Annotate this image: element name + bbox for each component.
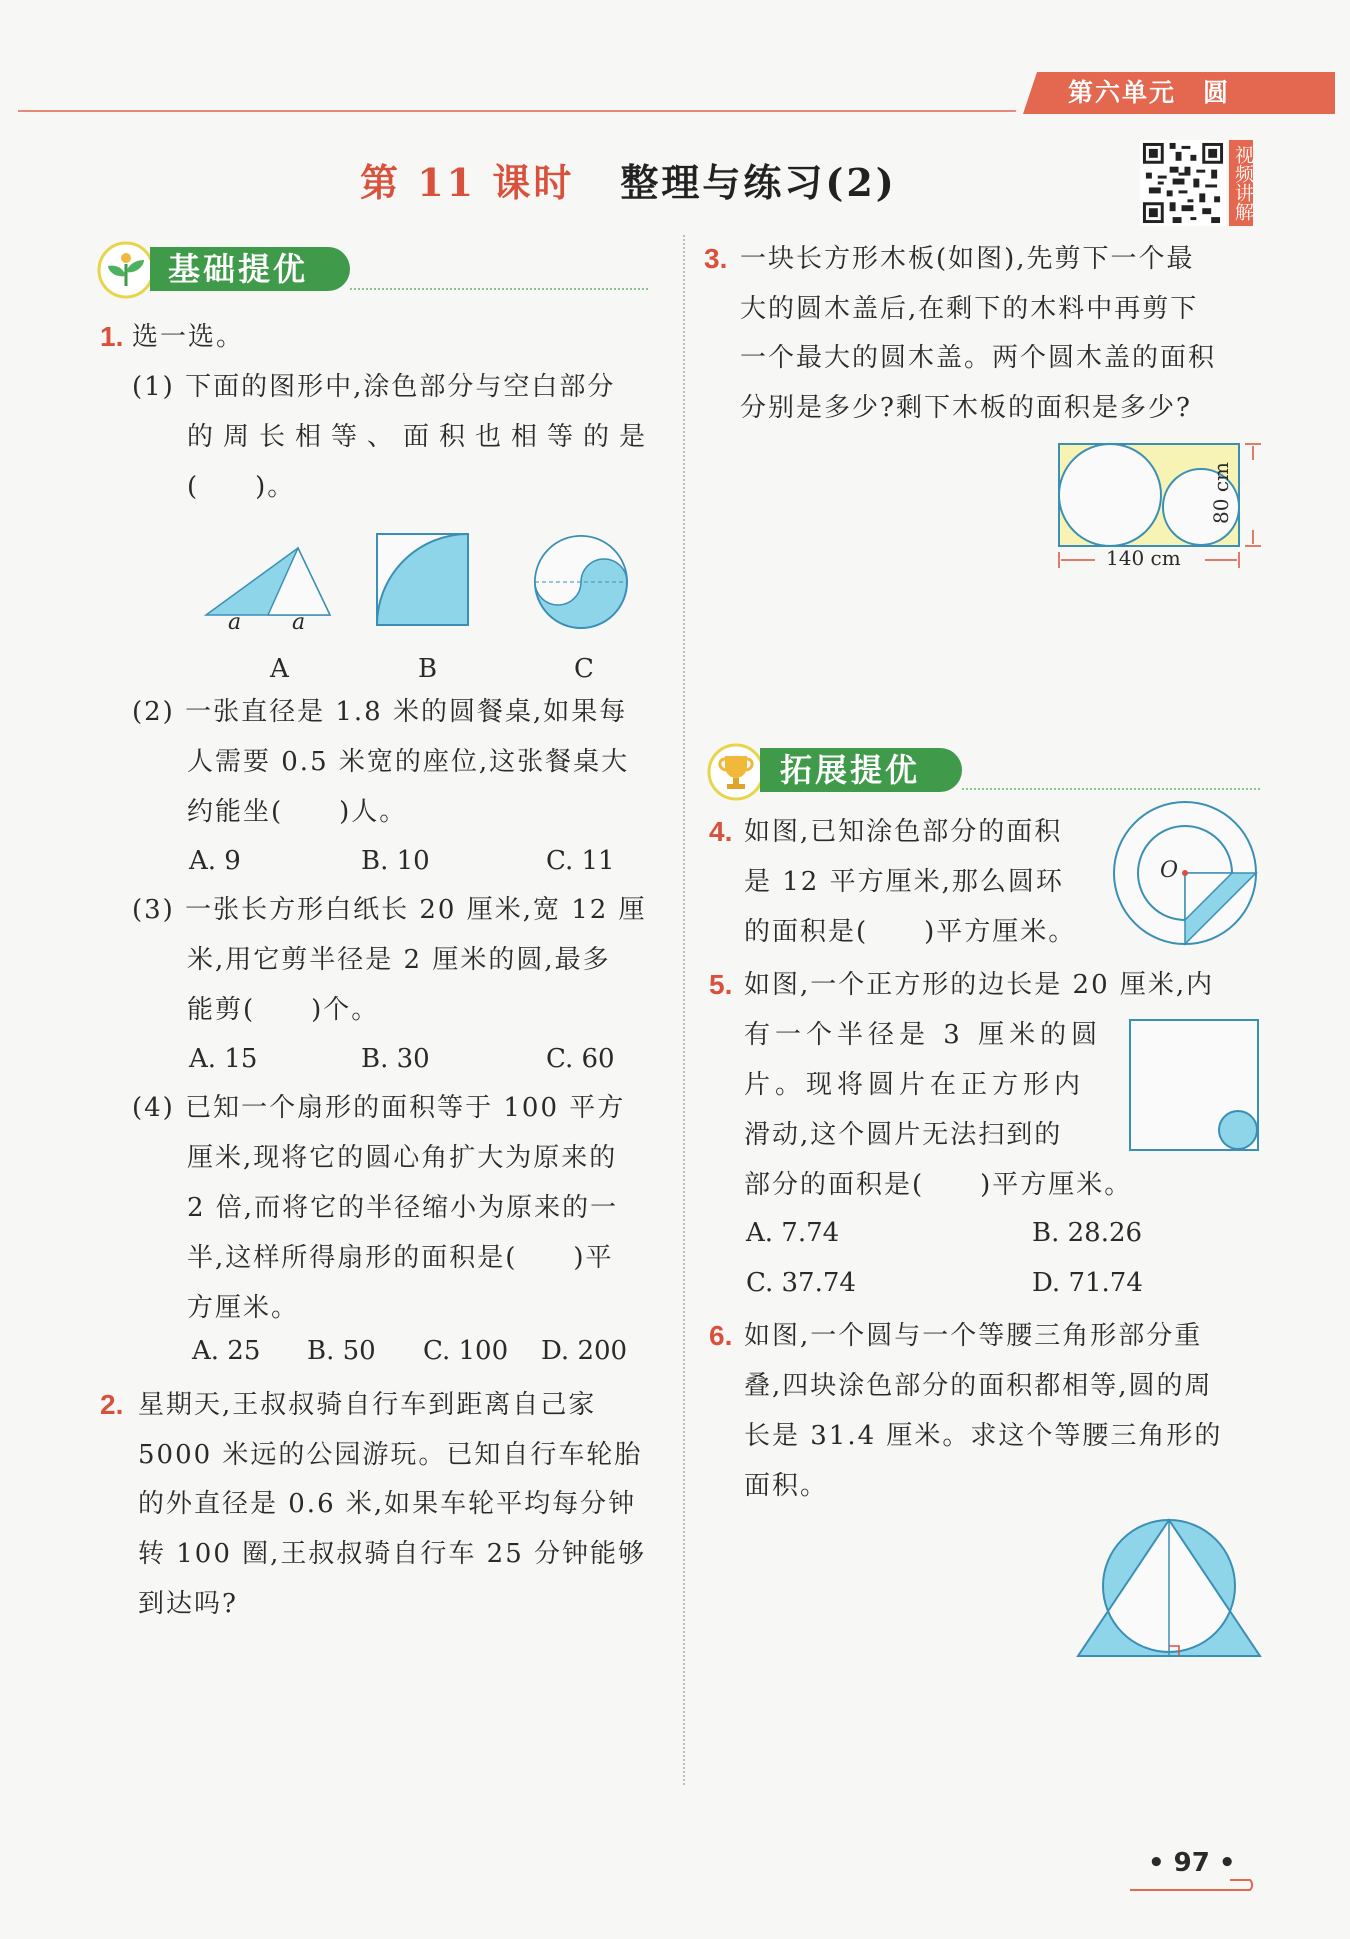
q3-line: 分别是多少?剩下木板的面积是多少? <box>740 393 1192 423</box>
q3-number: 3. <box>704 243 728 274</box>
q3-line: 一块长方形木板(如图),先剪下一个最 <box>740 244 1195 274</box>
q1-p4-option-a[interactable]: A. 25 <box>192 1336 261 1366</box>
q5-option-a[interactable]: A. 7.74 <box>746 1218 840 1248</box>
page-corner-arrow-icon <box>1128 1862 1268 1894</box>
figure-a-triangle <box>200 540 335 640</box>
q1-p3-line: 能剪( )个。 <box>187 995 380 1025</box>
q5-line: 部分的面积是( )平方厘米。 <box>744 1170 1133 1200</box>
q1-p1-line: (1) 下面的图形中,涂色部分与空白部分 <box>132 372 616 402</box>
q1-p4-option-d[interactable]: D. 200 <box>541 1336 628 1366</box>
q6-circle-triangle-figure <box>1076 1518 1262 1658</box>
q5-line: 滑动,这个圆片无法扫到的 <box>744 1120 1063 1150</box>
q1-p4-option-c[interactable]: C. 100 <box>423 1336 509 1366</box>
qr-caption: 视频讲解 <box>1229 140 1253 226</box>
q2-line: 到达吗? <box>138 1589 238 1619</box>
q6-line: 长是 31.4 厘米。求这个等腰三角形的 <box>744 1421 1223 1451</box>
q1-p1-blank[interactable]: ( )。 <box>187 472 296 502</box>
triangle-base-label: a <box>228 610 242 635</box>
q1-p4-line: (4) 已知一个扇形的面积等于 100 平方 <box>132 1093 626 1123</box>
q1-p2-line: (2) 一张直径是 1.8 米的圆餐桌,如果每 <box>132 697 628 727</box>
q2-number: 2. <box>100 1389 124 1420</box>
q6-line: 叠,四块涂色部分的面积都相等,圆的周 <box>744 1371 1213 1401</box>
lesson-number: 第 11 课时 <box>360 160 575 205</box>
q4-number: 4. <box>709 816 733 847</box>
q5-line: 片。现将圆片在正方形内 <box>744 1070 1086 1100</box>
q6-line: 面积。 <box>744 1471 829 1501</box>
q4-annulus-figure <box>1110 797 1260 947</box>
q1-p4-line: 厘米,现将它的圆心角扩大为原来的 <box>187 1143 618 1173</box>
q1-p2-option-a[interactable]: A. 9 <box>189 846 241 876</box>
q2-line: 的外直径是 0.6 米,如果车轮平均每分钟 <box>138 1489 637 1519</box>
q1-p2-line: 人需要 0.5 米宽的座位,这张餐桌大 <box>187 747 630 777</box>
figure-label-b: B <box>418 654 440 684</box>
q1-p1-line: 的周长相等、面积也相等的是 <box>187 422 656 452</box>
q4-line: 如图,已知涂色部分的面积 <box>744 817 1063 847</box>
q5-option-b[interactable]: B. 28.26 <box>1032 1218 1143 1248</box>
qr-code-icon[interactable] <box>1140 140 1226 226</box>
q3-line: 大的圆木盖后,在剩下的木料中再剪下 <box>740 294 1199 324</box>
sprout-icon <box>96 240 156 300</box>
q1-p3-line: (3) 一张长方形白纸长 20 厘米,宽 12 厘 <box>132 895 647 925</box>
q6-number: 6. <box>709 1320 733 1351</box>
unit-tab-label: 第六单元 圆 <box>1068 78 1231 107</box>
figure-b-quarter-circle <box>375 532 471 628</box>
page-number: • 97 • <box>1148 1848 1236 1878</box>
column-divider <box>683 235 685 1785</box>
q1-p4-line: 2 倍,而将它的半径缩小为原来的一 <box>187 1193 619 1223</box>
q1-p3-option-b[interactable]: B. 30 <box>361 1044 430 1074</box>
figure-label-a: A <box>270 654 291 684</box>
q5-option-c[interactable]: C. 37.74 <box>746 1268 856 1298</box>
q1-p4-line: 方厘米。 <box>187 1293 300 1323</box>
q4-center-label: O <box>1160 858 1179 883</box>
q1-p2-option-b[interactable]: B. 10 <box>361 846 430 876</box>
q5-line: 有一个半径是 3 厘米的圆 <box>744 1020 1103 1050</box>
q4-line: 的面积是( )平方厘米。 <box>744 917 1077 947</box>
q4-line: 是 12 平方厘米,那么圆环 <box>744 867 1064 897</box>
q2-line: 星期天,王叔叔骑自行车到距离自己家 <box>138 1390 597 1420</box>
q1-p4-option-b[interactable]: B. 50 <box>307 1336 376 1366</box>
basic-section-rule <box>350 288 648 290</box>
q1-number: 1. <box>100 321 124 352</box>
q2-line: 5000 米远的公园游玩。已知自行车轮胎 <box>138 1440 643 1470</box>
q2-line: 转 100 圈,王叔叔骑自行车 25 分钟能够 <box>138 1539 647 1569</box>
extend-section-title: 拓展提优 <box>780 751 921 789</box>
q1-stem: 选一选。 <box>132 322 245 352</box>
basic-section-title: 基础提优 <box>168 250 309 288</box>
q3-line: 一个最大的圆木盖。两个圆木盖的面积 <box>740 343 1217 373</box>
q1-p3-line: 米,用它剪半径是 2 厘米的圆,最多 <box>187 945 611 975</box>
triangle-base-label: a <box>292 610 306 635</box>
figure-c-yin-yang <box>531 532 631 632</box>
trophy-icon <box>706 742 766 802</box>
q6-line: 如图,一个圆与一个等腰三角形部分重 <box>744 1321 1203 1351</box>
q5-number: 5. <box>709 969 733 1000</box>
q3-height-label: 80 cm <box>1209 462 1233 524</box>
q1-p3-option-a[interactable]: A. 15 <box>189 1044 258 1074</box>
q5-square-figure <box>1128 1018 1262 1154</box>
extend-section-rule <box>962 788 1260 790</box>
page-title <box>360 152 897 207</box>
q1-p2-line: 约能坐( )人。 <box>187 797 408 827</box>
q1-p3-option-c[interactable]: C. 60 <box>546 1044 615 1074</box>
q1-p2-option-c[interactable]: C. 11 <box>546 846 615 876</box>
figure-label-c: C <box>574 654 596 684</box>
lesson-topic: 整理与练习(2) <box>620 160 897 205</box>
q5-line: 如图,一个正方形的边长是 20 厘米,内 <box>744 970 1215 1000</box>
q3-width-label: 140 cm <box>1106 546 1181 570</box>
q1-p4-line: 半,这样所得扇形的面积是( )平 <box>187 1243 614 1273</box>
q5-option-d[interactable]: D. 71.74 <box>1032 1268 1143 1298</box>
